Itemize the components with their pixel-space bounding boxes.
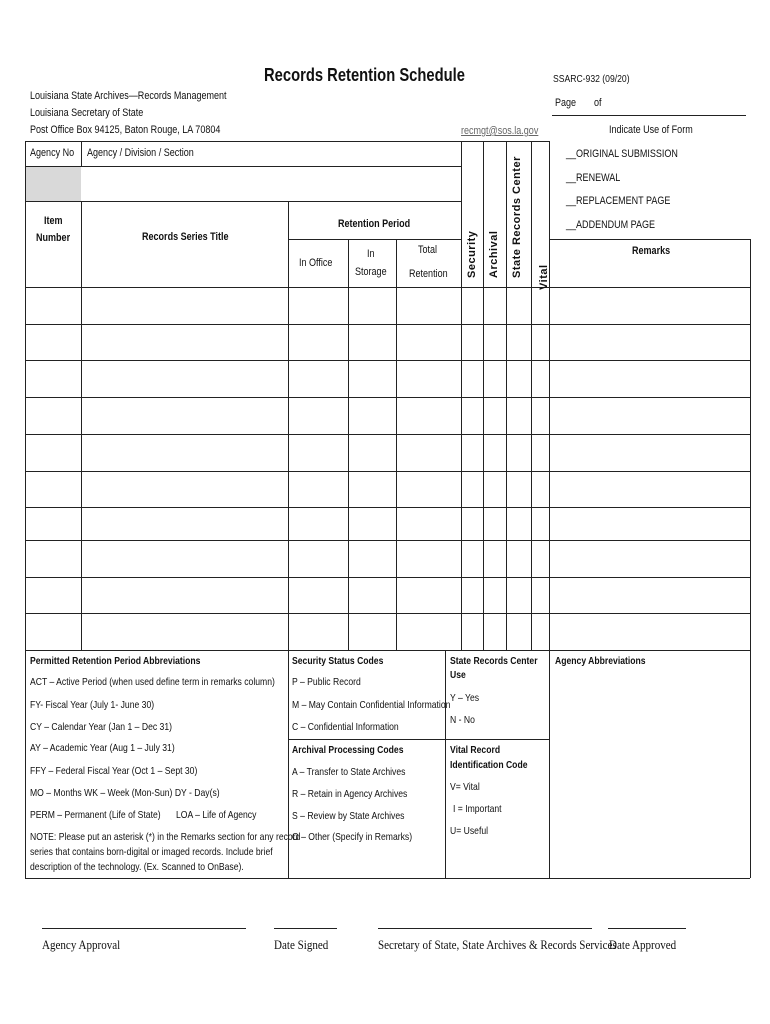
archival-code-o: O – Other (Specify in Remarks) <box>292 831 413 843</box>
period-abbrev-fy: FY- Fiscal Year (July 1- June 30) <box>30 699 155 711</box>
page-label: Page <box>555 97 577 109</box>
date-signed-line[interactable] <box>274 928 337 929</box>
date-approved-line[interactable] <box>608 928 686 929</box>
in-storage-label-2: Storage <box>355 266 387 278</box>
table-row-divider <box>25 397 750 398</box>
in-storage-label-1: In <box>367 248 375 260</box>
retention-period-label: Retention Period <box>338 218 411 230</box>
note-line-1: NOTE: Please put an asterisk (*) in the Remarks section for any record <box>30 831 301 843</box>
vital-code-v: V= Vital <box>450 781 480 793</box>
note-line-2: series that contains born-digital or imaged records. Include brief <box>30 846 273 858</box>
period-abbrev-act: ACT – Active Period (when used define term in remarks column) <box>30 676 275 688</box>
in-office-label: In Office <box>299 257 333 269</box>
vital-code-u: U= Useful <box>450 825 489 837</box>
agency-approval-line[interactable] <box>42 928 246 929</box>
vital-code-i: I = Important <box>453 803 502 815</box>
security-code-c: C – Confidential Information <box>292 721 399 733</box>
security-column-label: Security <box>466 230 478 278</box>
page-title: Records Retention Schedule <box>264 65 465 85</box>
period-abbrev-perm: PERM – Permanent (Life of State) <box>30 809 161 821</box>
page-of-label: of <box>594 97 602 109</box>
table-row-divider <box>25 540 750 541</box>
agency-approval-label: Agency Approval <box>42 937 121 952</box>
table-row-divider <box>25 324 750 325</box>
period-abbrev-ay: AY – Academic Year (Aug 1 – July 31) <box>30 742 175 754</box>
item-number-label-2: Number <box>36 232 71 244</box>
secretary-line[interactable] <box>378 928 592 929</box>
date-signed-label: Date Signed <box>274 937 329 952</box>
table-row-divider <box>25 577 750 578</box>
secretary-label: Secretary of State, State Archives & Records Services <box>378 937 617 952</box>
form-use-heading: Indicate Use of Form <box>609 124 693 136</box>
date-approved-label: Date Approved <box>609 937 677 952</box>
form-code: SSARC-932 (09/20) <box>553 73 630 85</box>
period-abbrev-cy: CY – Calendar Year (Jan 1 – Dec 31) <box>30 721 173 733</box>
table-row-divider <box>25 507 750 508</box>
table-row-divider <box>25 434 750 435</box>
state-records-center-clip <box>508 150 528 278</box>
archival-codes-heading: Archival Processing Codes <box>292 744 404 756</box>
form-use-addendum[interactable]: __ADDENDUM PAGE <box>566 219 656 231</box>
item-number-label-1: Item <box>44 215 63 227</box>
org-line-2: Louisiana Secretary of State <box>30 107 144 119</box>
vital-clip <box>533 248 550 290</box>
period-abbrev-heading: Permitted Retention Period Abbreviations <box>30 655 201 667</box>
table-row-divider <box>25 613 750 614</box>
form-use-original[interactable]: __ORIGINAL SUBMISSION <box>566 148 678 160</box>
archival-code-r: R – Retain in Agency Archives <box>292 788 408 800</box>
series-title-label: Records Series Title <box>142 231 229 243</box>
note-line-3: description of the technology. (Ex. Scanned to OnBase). <box>30 861 244 873</box>
total-retention-label-2: Retention <box>409 268 448 280</box>
table-row-divider <box>25 360 750 361</box>
period-abbrev-mo: MO – Months WK – Week (Mon-Sun) DY - Day(s) <box>30 787 220 799</box>
src-use-no: N - No <box>450 714 475 726</box>
agency-no-shaded-cell <box>25 166 81 201</box>
vital-code-heading-2: Identification Code <box>450 759 528 771</box>
agency-division-label: Agency / Division / Section <box>87 147 194 159</box>
form-use-renewal[interactable]: __RENEWAL <box>566 172 621 184</box>
state-records-center-column-label: State Records Center <box>511 156 523 278</box>
src-use-yes: Y – Yes <box>450 692 480 704</box>
org-line-3: Post Office Box 94125, Baton Rouge, LA 70804 <box>30 124 221 136</box>
agency-no-label: Agency No <box>30 147 75 159</box>
vital-code-heading-1: Vital Record <box>450 744 501 756</box>
period-abbrev-ffy: FFY – Federal Fiscal Year (Oct 1 – Sept 30) <box>30 765 198 777</box>
src-use-heading-2: Use <box>450 669 466 681</box>
total-retention-label-1: Total <box>418 244 438 256</box>
email-link[interactable]: recmgt@sos.la.gov <box>461 125 539 137</box>
src-use-heading-1: State Records Center <box>450 655 538 667</box>
org-line-1: Louisiana State Archives—Records Management <box>30 90 227 102</box>
agency-abbrev-heading: Agency Abbreviations <box>555 655 646 667</box>
security-code-p: P – Public Record <box>292 676 361 688</box>
period-abbrev-loa: LOA – Life of Agency <box>176 809 257 821</box>
vital-column-label: Vital <box>538 264 550 290</box>
form-use-replacement[interactable]: __REPLACEMENT PAGE <box>566 195 671 207</box>
security-code-m: M – May Contain Confidential Information <box>292 699 451 711</box>
remarks-label: Remarks <box>632 245 671 257</box>
archival-code-a: A – Transfer to State Archives <box>292 766 406 778</box>
security-codes-heading: Security Status Codes <box>292 655 384 667</box>
archival-column-label: Archival <box>488 230 500 278</box>
archival-code-s: S – Review by State Archives <box>292 810 405 822</box>
table-row-divider <box>25 471 750 472</box>
